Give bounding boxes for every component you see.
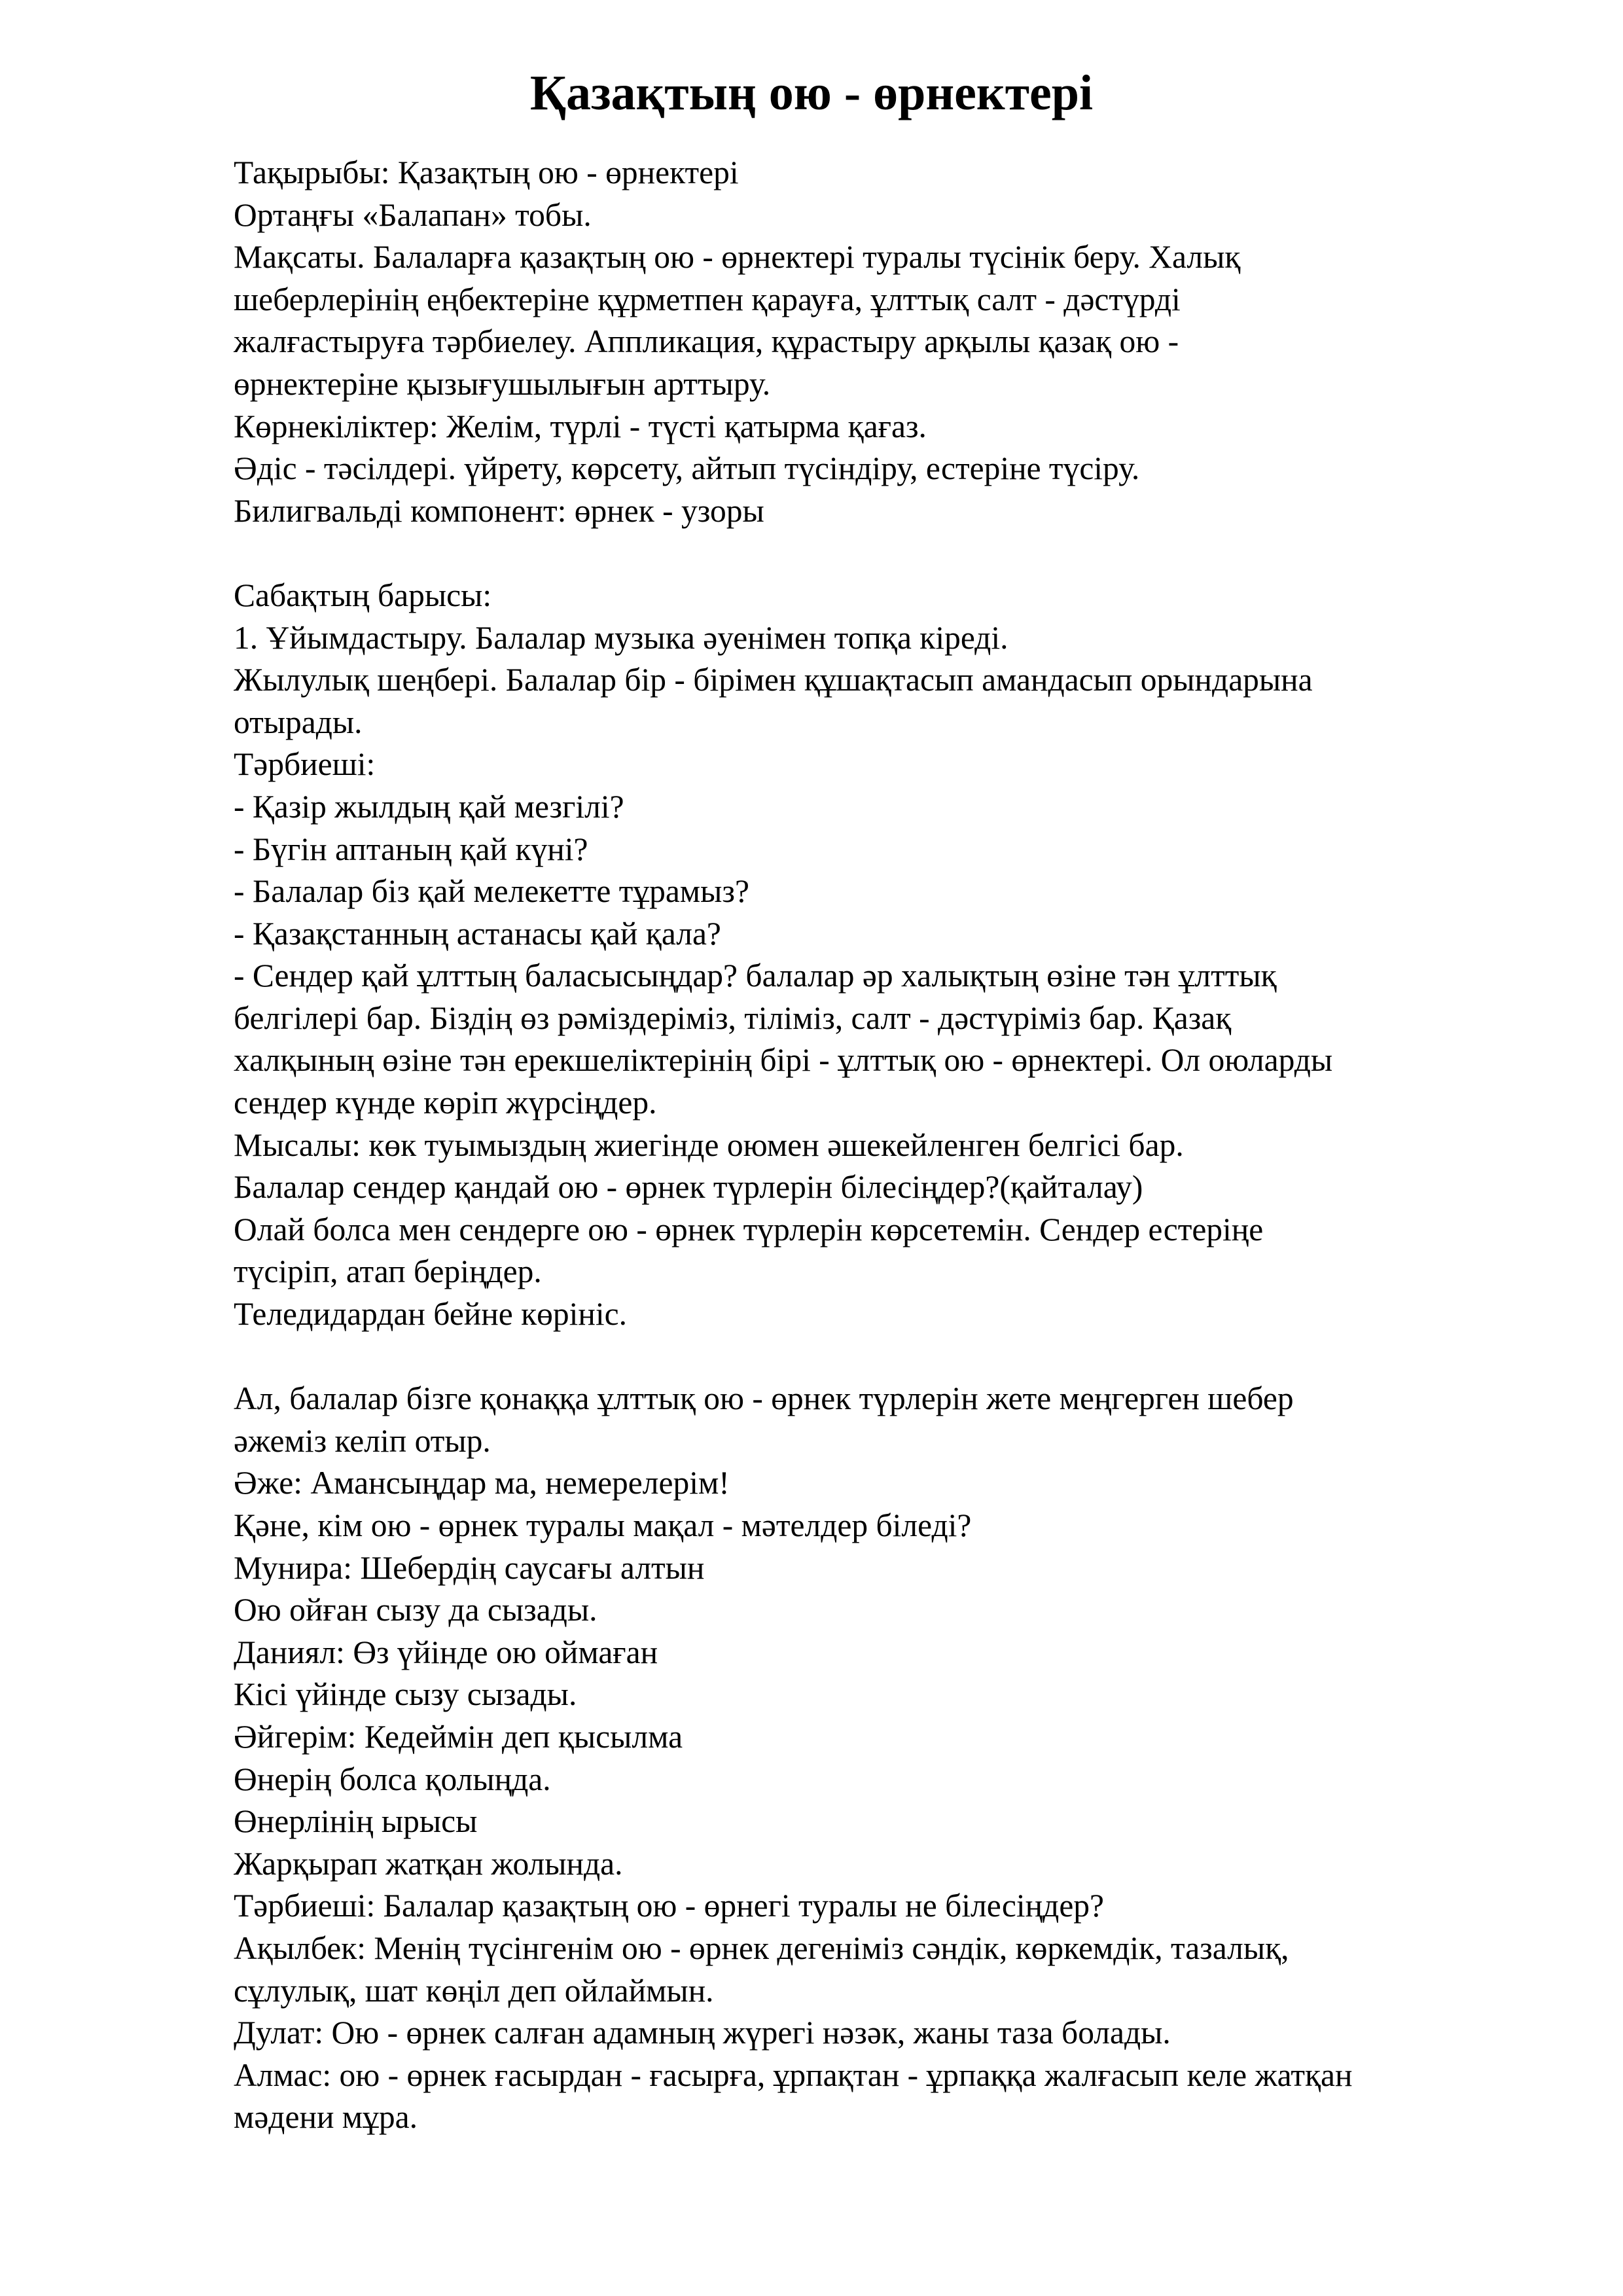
text-line: Кісі үйінде сызу сызады. (234, 1676, 577, 1713)
text-line: Мысалы: көк туымыздың жиегінде оюмен әшекейленген белгісі бар. (234, 1126, 1184, 1163)
text-line: Теледидардан бейне көрініс. (234, 1296, 628, 1333)
text-line: халқының өзіне тән ерекшеліктерінің бірі - ұлттық ою - өрнектері. Ол оюларды (234, 1042, 1333, 1079)
text-line: Қәне, кім ою - өрнек туралы мақал - мәтелдер біледі? (234, 1507, 972, 1543)
text-line: Көрнекіліктер: Желім, түрлі - түсті қатырма қағаз. (234, 408, 927, 444)
text-line: Дулат: Ою - өрнек салған адамның жүрегі нәзәк, жаны таза болады. (234, 2015, 1171, 2051)
text-line: Олай болса мен сендерге ою - өрнек түрлерін көрсетемін. Сендер естеріңе (234, 1211, 1264, 1247)
text-line: сендер күнде көріп жүрсіңдер. (234, 1085, 657, 1121)
text-line: түсіріп, атап беріңдер. (234, 1253, 542, 1290)
text-line: өрнектеріне қызығушылығын арттыру. (234, 365, 771, 402)
text-line: Әдіс - тәсілдері. үйрету, көрсету, айтып түсіндіру, естеріне түсіру. (234, 450, 1140, 487)
text-line: мәдени мұра. (234, 2099, 418, 2136)
text-line: Ою ойған сызу да сызады. (234, 1592, 597, 1628)
text-line: Сабақтың барысы: (234, 577, 492, 613)
text-line: Тәрбиеші: Балалар қазақтың ою - өрнегі туралы не білесіңдер? (234, 1888, 1105, 1924)
text-line: Билигвальді компонент: өрнек - узоры (234, 492, 764, 529)
document-body (234, 152, 1529, 2139)
paragraph-spacer (234, 1336, 1529, 1378)
text-line: Әйгерім: Кедеймін деп қысылма (234, 1718, 683, 1755)
text-line: Әже: Амансыңдар ма, немерелерім! (234, 1465, 730, 1501)
text-line: - Қазір жылдың қай мезгілі? (234, 788, 624, 825)
text-line: сұлулық, шат көңіл деп ойлаймын. (234, 1972, 714, 2009)
text-line: Ақылбек: Менің түсінгенім ою - өрнек дегеніміз сәндік, көркемдік, тазалық, (234, 1929, 1289, 1966)
document-title: Қазақтың ою - өрнектері (529, 65, 1094, 120)
text-line: - Қазақстанның астанасы қай қала? (234, 915, 721, 952)
text-line: Тақырыбы: Қазақтың ою - өрнектері (234, 154, 739, 190)
text-line: - Балалар біз қай мелекетте тұрамыз? (234, 873, 749, 910)
text-line: жалғастыруға тәрбиелеу. Аппликация, құрастыру арқылы қазақ ою - (234, 323, 1179, 360)
text-line: Жарқырап жатқан жолында. (234, 1845, 623, 1882)
text-line: 1. Ұйымдастыру. Балалар музыка әуенімен топқа кіреді. (234, 619, 1008, 656)
text-line: Өнерлінің ырысы (234, 1803, 478, 1840)
text-line: Мақсаты. Балаларға қазақтың ою - өрнектері туралы түсінік беру. Халық (234, 239, 1241, 276)
text-line: белгілері бар. Біздің өз рәміздеріміз, тіліміз, салт - дәстүріміз бар. Қазақ (234, 999, 1232, 1036)
text-line: Ал, балалар бізге қонаққа ұлттық ою - өрнек түрлерін жете меңгерген шебер (234, 1380, 1294, 1417)
text-line: Балалар сендер қандай ою - өрнек түрлерін білесіңдер?(қайталау) (234, 1169, 1143, 1206)
text-line: Өнерің болса қолыңда. (234, 1761, 551, 1797)
text-line: Алмас: ою - өрнек ғасырдан - ғасырға, ұрпақтан - ұрпаққа жалғасып келе жатқан (234, 2056, 1353, 2093)
text-line: Тәрбиеші: (234, 746, 376, 783)
text-line: отырады. (234, 704, 363, 740)
text-line: - Сендер қай ұлттың баласысыңдар? балалар әр халықтың өзіне тән ұлттық (234, 958, 1277, 994)
text-line: Жылулық шеңбері. Балалар бір - бірімен құшақтасып амандасып орындарына (234, 662, 1313, 698)
text-line: әжеміз келіп отыр. (234, 1422, 491, 1459)
text-line: - Бүгін аптаның қай күні? (234, 831, 588, 867)
paragraph-spacer (234, 532, 1529, 575)
text-line: шеберлерінің еңбектеріне құрметпен қарауға, ұлттық салт - дәстүрді (234, 281, 1181, 317)
text-line: Даниял: Өз үйінде ою оймаған (234, 1634, 658, 1670)
text-line: Мунира: Шебердің саусағы алтын (234, 1549, 705, 1586)
text-line: Ортаңғы «Балапан» тобы. (234, 196, 592, 233)
